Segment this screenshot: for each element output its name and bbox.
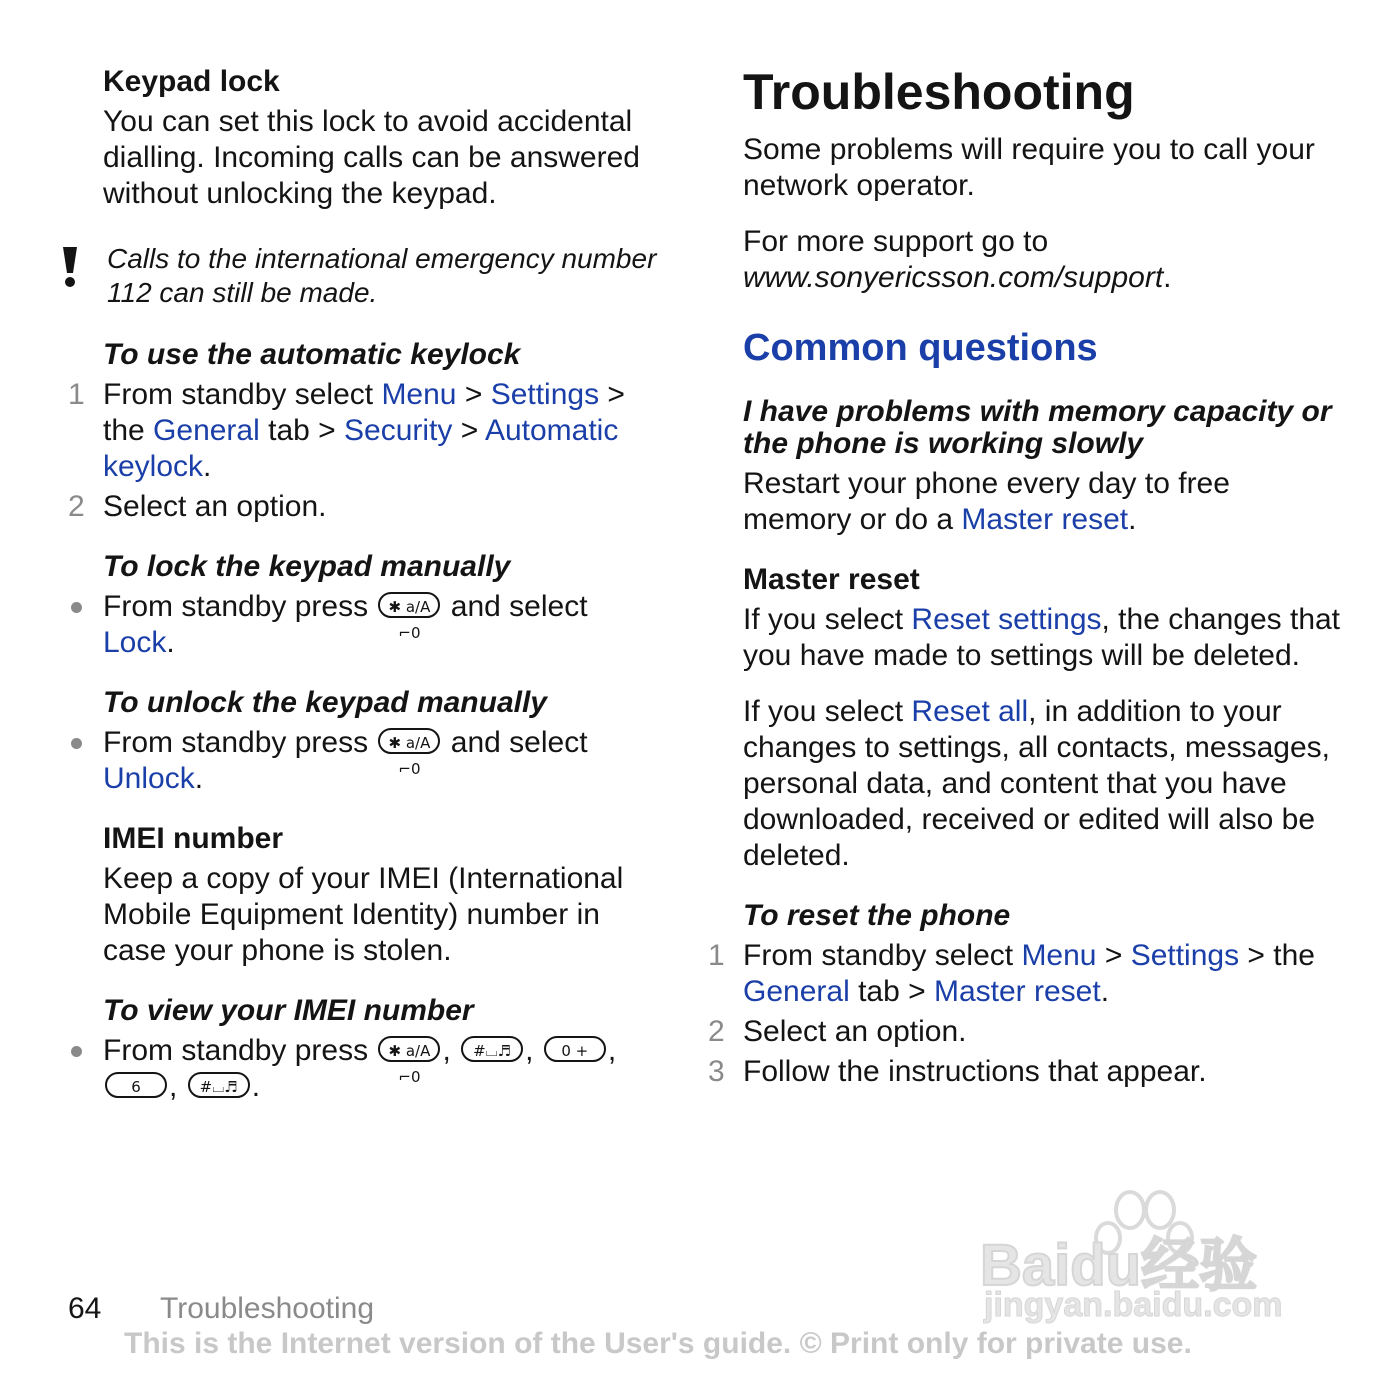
- view-imei-text: [103, 1033, 663, 1105]
- reset-phone-heading: To reset the phone: [743, 899, 1011, 932]
- separator: >: [1096, 939, 1131, 972]
- unlock-manual-text: [103, 725, 663, 797]
- bullet-icon: [71, 738, 82, 749]
- automatic-keylock-link[interactable]: Automatic keylock: [103, 414, 619, 483]
- step-text-part: From standby select: [103, 378, 382, 411]
- separator: >: [456, 378, 491, 411]
- footer-section-name: Troubleshooting: [160, 1292, 375, 1325]
- step-text: [103, 377, 663, 485]
- master-reset-link[interactable]: Master reset: [961, 503, 1129, 536]
- step-text: Select an option.: [743, 1015, 967, 1048]
- separator: tab >: [849, 975, 934, 1008]
- comma: ,: [525, 1034, 534, 1067]
- hash-key-icon: #⌴♬: [188, 1072, 250, 1098]
- reset-step-3: [708, 1054, 1343, 1090]
- six-key-icon: 6: [105, 1072, 167, 1098]
- view-imei-heading: To view your IMEI number: [103, 994, 474, 1027]
- security-link[interactable]: Security: [344, 414, 453, 447]
- imei-heading: IMEI number: [103, 822, 284, 855]
- exclamation-icon: [60, 245, 80, 289]
- menu-link[interactable]: Menu: [1021, 939, 1097, 972]
- step-text: Select an option.: [103, 490, 327, 523]
- lock-manual-text: [103, 589, 663, 661]
- reset-all-link[interactable]: Reset all: [911, 695, 1029, 728]
- lock-manual-heading: To lock the keypad manually: [103, 550, 511, 583]
- text-part: Restart your phone every day to free memory or do a: [743, 467, 1230, 536]
- zero-key-icon: 0 +: [544, 1036, 606, 1062]
- step-number: 2: [708, 1015, 725, 1048]
- text-part: , in addition to your changes to settings, all contacts, messages, personal data, and content that you have downloaded, received or edited will also be deleted.: [743, 695, 1330, 872]
- memory-question-heading: I have problems with memory capacity or the phone is working slowly: [743, 395, 1332, 460]
- step-text: Follow the instructions that appear.: [743, 1055, 1207, 1088]
- text-part: and select: [442, 726, 588, 759]
- watermark-url: jingyan.baidu.com: [984, 1286, 1283, 1324]
- settings-link[interactable]: Settings: [1130, 939, 1240, 972]
- lock-link[interactable]: Lock: [103, 626, 167, 659]
- lock-manual-item: [103, 589, 663, 661]
- page-number: 64: [68, 1292, 102, 1325]
- general-link[interactable]: General: [153, 414, 260, 447]
- period: .: [1100, 975, 1110, 1008]
- page-title: Troubleshooting: [743, 64, 1135, 120]
- separator: > the: [103, 378, 625, 447]
- text-part: , the changes that you have made to settings will be deleted.: [743, 603, 1341, 672]
- keypad-lock-body: You can set this lock to avoid accidental dialling. Incoming calls can be answered without unlocking the keypad.: [103, 105, 640, 210]
- view-imei-item: [103, 1033, 663, 1105]
- warning-note: Calls to the international emergency number 112 can still be made.: [107, 243, 657, 308]
- menu-link[interactable]: Menu: [381, 378, 457, 411]
- text-part: From standby press: [103, 726, 377, 759]
- text-part: If you select: [743, 603, 912, 636]
- bullet-icon: [71, 1046, 82, 1057]
- separator: > the: [1239, 939, 1315, 972]
- period: .: [166, 626, 175, 659]
- hash-key-icon: #⌴♬: [461, 1036, 523, 1062]
- auto-step-2: [68, 489, 663, 525]
- general-link[interactable]: General: [743, 975, 850, 1008]
- reset-settings-link[interactable]: Reset settings: [911, 603, 1102, 636]
- comma: ,: [442, 1034, 451, 1067]
- auto-keylock-heading: To use the automatic keylock: [103, 338, 521, 371]
- master-reset-paragraph-2: [743, 694, 1343, 874]
- separator: tab >: [259, 414, 345, 447]
- text-part: For more support go to: [743, 225, 1049, 258]
- unlock-link[interactable]: Unlock: [103, 762, 195, 795]
- step-number: 1: [708, 939, 725, 972]
- step-number: 3: [708, 1055, 725, 1088]
- left-column: [68, 64, 663, 1105]
- unlock-manual-heading: To unlock the keypad manually: [103, 686, 547, 719]
- master-reset-link[interactable]: Master reset: [933, 975, 1101, 1008]
- imei-body: Keep a copy of your IMEI (International Mobile Equipment Identity) number in case your phone is stolen.: [103, 862, 624, 967]
- text-part: From standby select: [743, 939, 1022, 972]
- reset-step-1: [708, 938, 1343, 1010]
- period: .: [1128, 503, 1137, 536]
- star-key-icon: ✱ a/A ⌐0: [378, 1036, 440, 1062]
- memory-question-body: [743, 466, 1343, 538]
- star-key-icon: ✱ a/A ⌐0: [378, 592, 440, 618]
- period: .: [1163, 261, 1172, 294]
- watermark-brand: Baidu经验: [980, 1233, 1258, 1298]
- support-url: www.sonyericsson.com/support: [743, 261, 1164, 294]
- reset-step-2: [708, 1014, 1343, 1050]
- star-key-icon: ✱ a/A ⌐0: [378, 728, 440, 754]
- auto-step-1: [68, 377, 663, 485]
- master-reset-heading: Master reset: [743, 563, 920, 596]
- text-part: From standby press: [103, 1034, 377, 1067]
- right-column: [708, 64, 1343, 1090]
- bullet-icon: [71, 602, 82, 613]
- step-number: 1: [68, 378, 85, 411]
- footer-notice: This is the Internet version of the User's guide. © Print only for private use.: [124, 1327, 1192, 1360]
- period: .: [194, 762, 204, 795]
- separator: >: [452, 414, 485, 447]
- intro-paragraph-1: Some problems will require you to call your network operator.: [743, 133, 1315, 202]
- period: .: [251, 1070, 261, 1103]
- step-text: [743, 938, 1343, 1010]
- comma: ,: [169, 1070, 178, 1103]
- keypad-lock-heading: Keypad lock: [103, 65, 280, 98]
- settings-link[interactable]: Settings: [490, 378, 600, 411]
- master-reset-paragraph-1: [743, 602, 1343, 674]
- comma: ,: [607, 1034, 617, 1067]
- text-part: If you select: [743, 695, 912, 728]
- text-part: From standby press: [103, 590, 377, 623]
- intro-paragraph-2: [743, 224, 1343, 296]
- text-part: and select: [442, 590, 588, 623]
- unlock-manual-item: [103, 725, 663, 797]
- step-number: 2: [68, 490, 85, 523]
- common-questions-heading: Common questions: [743, 327, 1098, 369]
- baidu-watermark: [980, 1180, 1310, 1330]
- period: .: [203, 450, 212, 483]
